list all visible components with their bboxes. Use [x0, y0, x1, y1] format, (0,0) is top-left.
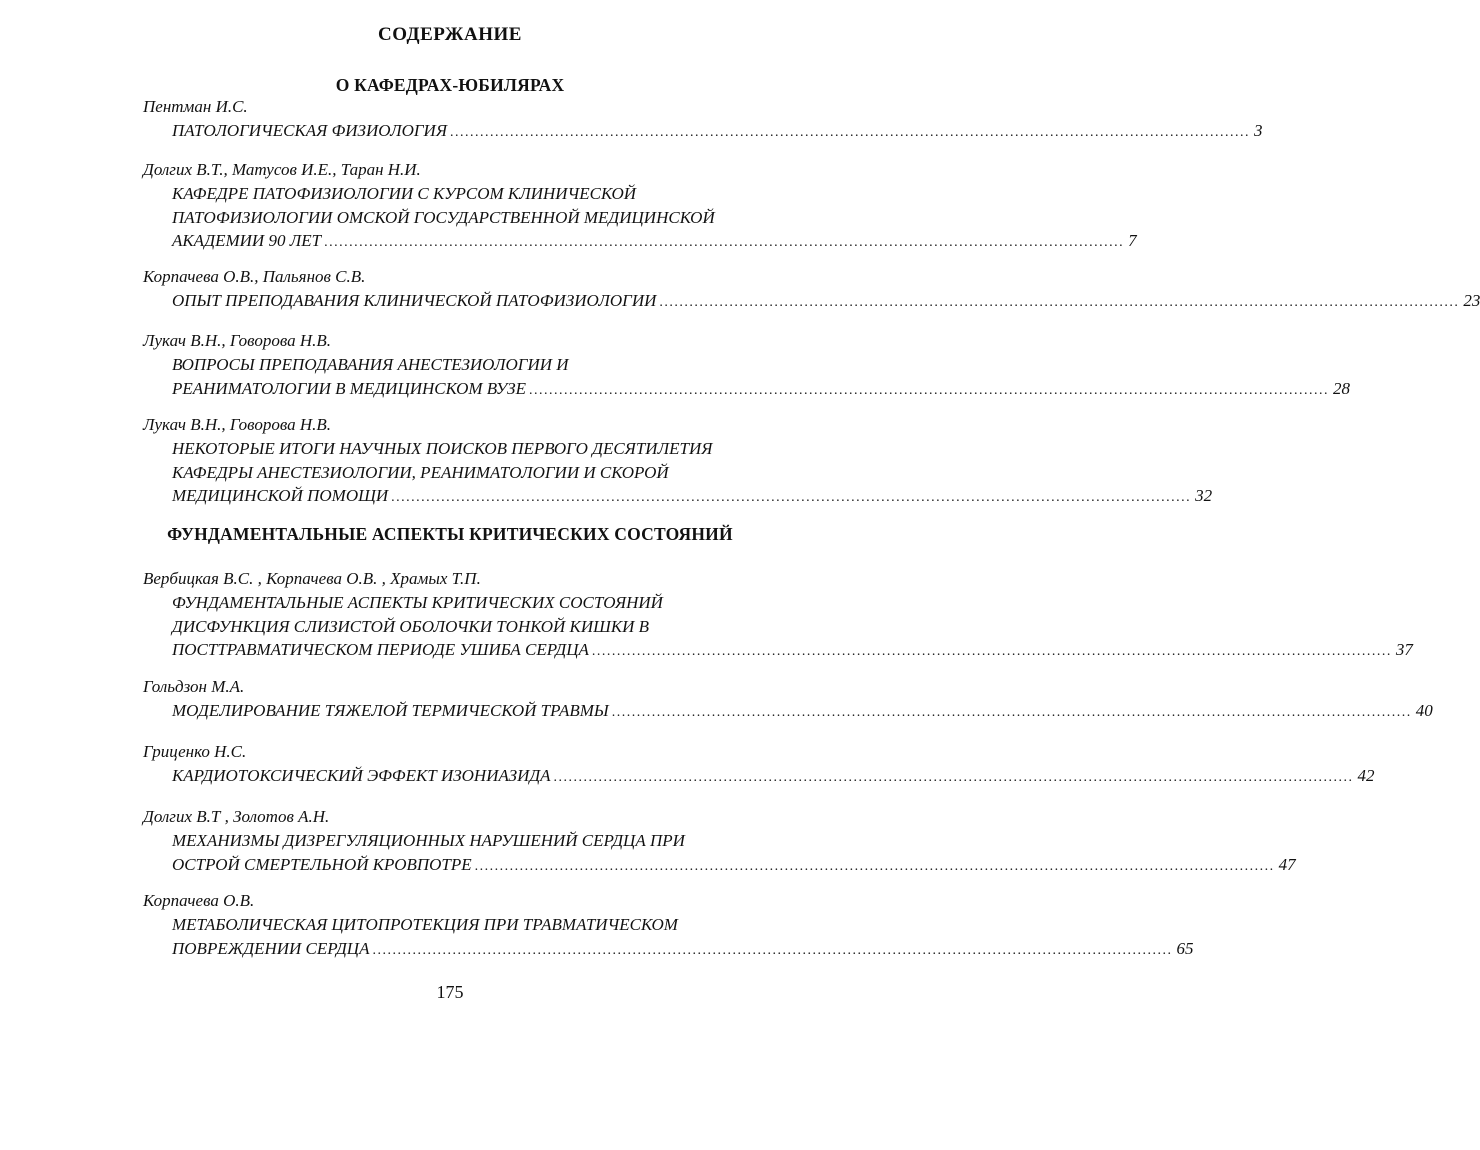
section-heading: ФУНДАМЕНТАЛЬНЫЕ АСПЕКТЫ КРИТИЧЕСКИХ СОСТОЯНИЙ [167, 524, 733, 544]
entry-page-number: 37 [1395, 640, 1413, 659]
entry-title-text: АКАДЕМИИ 90 ЛЕТ [172, 231, 322, 250]
toc-entry[interactable] [143, 265, 1480, 315]
dot-leader: ................................................................................................................................................................ [450, 125, 1250, 140]
entry-title-text: РЕАНИМАТОЛОГИИ В МЕДИЦИНСКОМ ВУЗЕ [172, 378, 526, 398]
toc-entry[interactable] [143, 889, 1194, 962]
dot-leader: ................................................................................................................................................................ [372, 942, 1173, 958]
entry-title-line [172, 699, 1433, 725]
toc-entry[interactable] [143, 805, 1296, 878]
entry-title-line: ВОПРОСЫ ПРЕПОДАВАНИЯ АНЕСТЕЗИОЛОГИИ И [172, 355, 569, 374]
entry-title-text: МОДЕЛИРОВАНИЕ ТЯЖЕЛОЙ ТЕРМИЧЕСКОЙ ТРАВМЫ [172, 701, 609, 720]
entry-title-text: ПАТОЛОГИЧЕСКАЯ ФИЗИОЛОГИЯ [172, 121, 447, 140]
entry-title-text: ОСТРОЙ СМЕРТЕЛЬНОЙ КРОВПОТРЕ [172, 854, 472, 874]
entry-authors: Долгих В.Т., Матусов И.Е., Таран Н.И. [143, 160, 421, 179]
entry-authors: Гриценко Н.С. [143, 742, 247, 761]
entry-title-line [172, 484, 1213, 510]
entry-title-line [172, 764, 1375, 790]
entry-authors: Вербицкая В.С. , Корпачева О.В. , Храмых Т.П. [143, 569, 481, 588]
toc-entry[interactable] [143, 567, 1413, 664]
entry-title-line [172, 638, 1413, 664]
page-title: СОДЕРЖАНИЕ [378, 24, 522, 45]
entry-page-number: 65 [1176, 938, 1194, 958]
entry-authors: Гольдзон М.А. [143, 677, 245, 696]
section-heading: О КАФЕДРАХ-ЮБИЛЯРАХ [335, 75, 565, 95]
entry-authors: Корпачева О.В. [143, 891, 255, 910]
dot-leader: ................................................................................................................................................................ [591, 644, 1392, 659]
dot-leader: ................................................................................................................................................................ [391, 490, 1192, 505]
entry-authors: Лукач В.Н., Говорова Н.В. [143, 331, 332, 350]
toc-entry[interactable] [143, 95, 1263, 145]
entry-page-number: 7 [1128, 231, 1137, 250]
entry-authors: Лукач В.Н., Говорова Н.В. [143, 415, 332, 434]
entry-title-text: ПОСТТРАВМАТИЧЕСКОМ ПЕРИОДЕ УШИБА СЕРДЦА [172, 640, 589, 659]
entry-title-text: МЕДИЦИНСКОЙ ПОМОЩИ [172, 486, 389, 505]
entry-page-number: 3 [1254, 121, 1263, 140]
entry-page-number: 23 [1463, 291, 1480, 310]
toc-entry[interactable] [143, 413, 1213, 510]
entry-title-line [172, 853, 1296, 879]
entry-title-line: НЕКОТОРЫЕ ИТОГИ НАУЧНЫХ ПОИСКОВ ПЕРВОГО ДЕСЯТИЛЕТИЯ [172, 439, 713, 458]
dot-leader: ................................................................................................................................................................ [324, 235, 1125, 250]
dot-leader: ................................................................................................................................................................ [553, 770, 1354, 785]
entry-authors: Пентман И.С. [143, 97, 248, 116]
dot-leader: ................................................................................................................................................................ [659, 295, 1460, 310]
entry-page-number: 47 [1278, 854, 1296, 874]
entry-title-text: ПОВРЕЖДЕНИИ СЕРДЦА [172, 938, 370, 958]
entry-title-line: МЕХАНИЗМЫ ДИЗРЕГУЛЯЦИОННЫХ НАРУШЕНИЙ СЕРДЦА ПРИ [172, 831, 685, 850]
entry-page-number: 28 [1332, 378, 1350, 398]
dot-leader: ................................................................................................................................................................ [474, 858, 1275, 874]
entry-authors: Корпачева О.В., Пальянов С.В. [143, 267, 366, 286]
toc-entry[interactable] [143, 158, 1137, 255]
entry-title-line: ФУНДАМЕНТАЛЬНЫЕ АСПЕКТЫ КРИТИЧЕСКИХ СОСТОЯНИЙ [172, 593, 663, 612]
entry-page-number: 40 [1415, 701, 1433, 720]
entry-title-line: КАФЕДРЫ АНЕСТЕЗИОЛОГИИ, РЕАНИМАТОЛОГИИ И СКОРОЙ [172, 462, 669, 482]
entry-page-number: 42 [1357, 766, 1375, 785]
dot-leader: ................................................................................................................................................................ [528, 382, 1329, 398]
page-number: 175 [436, 982, 464, 1002]
entry-title-line [172, 377, 1350, 403]
entry-title-line: МЕТАБОЛИЧЕСКАЯ ЦИТОПРОТЕКЦИЯ ПРИ ТРАВМАТИЧЕСКОМ [172, 915, 678, 934]
entry-title-line: КАФЕДРЕ ПАТОФИЗИОЛОГИИ С КУРСОМ КЛИНИЧЕСКОЙ [172, 184, 637, 203]
entry-title-text: КАРДИОТОКСИЧЕСКИЙ ЭФФЕКТ ИЗОНИАЗИДА [172, 766, 551, 785]
entry-title-line: ПАТОФИЗИОЛОГИИ ОМСКОЙ ГОСУДАРСТВЕННОЙ МЕДИЦИНСКОЙ [172, 207, 715, 227]
entry-title-text: ОПЫТ ПРЕПОДАВАНИЯ КЛИНИЧЕСКОЙ ПАТОФИЗИОЛОГИИ [172, 291, 657, 310]
entry-title-line [172, 229, 1137, 255]
entry-title-line: ДИСФУНКЦИЯ СЛИЗИСТОЙ ОБОЛОЧКИ ТОНКОЙ КИШКИ В [172, 616, 650, 636]
toc-entry[interactable] [143, 329, 1350, 402]
dot-leader: ................................................................................................................................................................ [611, 705, 1412, 720]
entry-title-line [172, 119, 1263, 145]
toc-entry[interactable] [143, 675, 1433, 725]
toc-entry[interactable] [143, 740, 1375, 790]
entry-title-line [172, 937, 1194, 963]
entry-authors: Долгих В.Т , Золотов А.Н. [143, 807, 330, 826]
entry-title-line [172, 289, 1480, 315]
entry-page-number: 32 [1195, 486, 1213, 505]
